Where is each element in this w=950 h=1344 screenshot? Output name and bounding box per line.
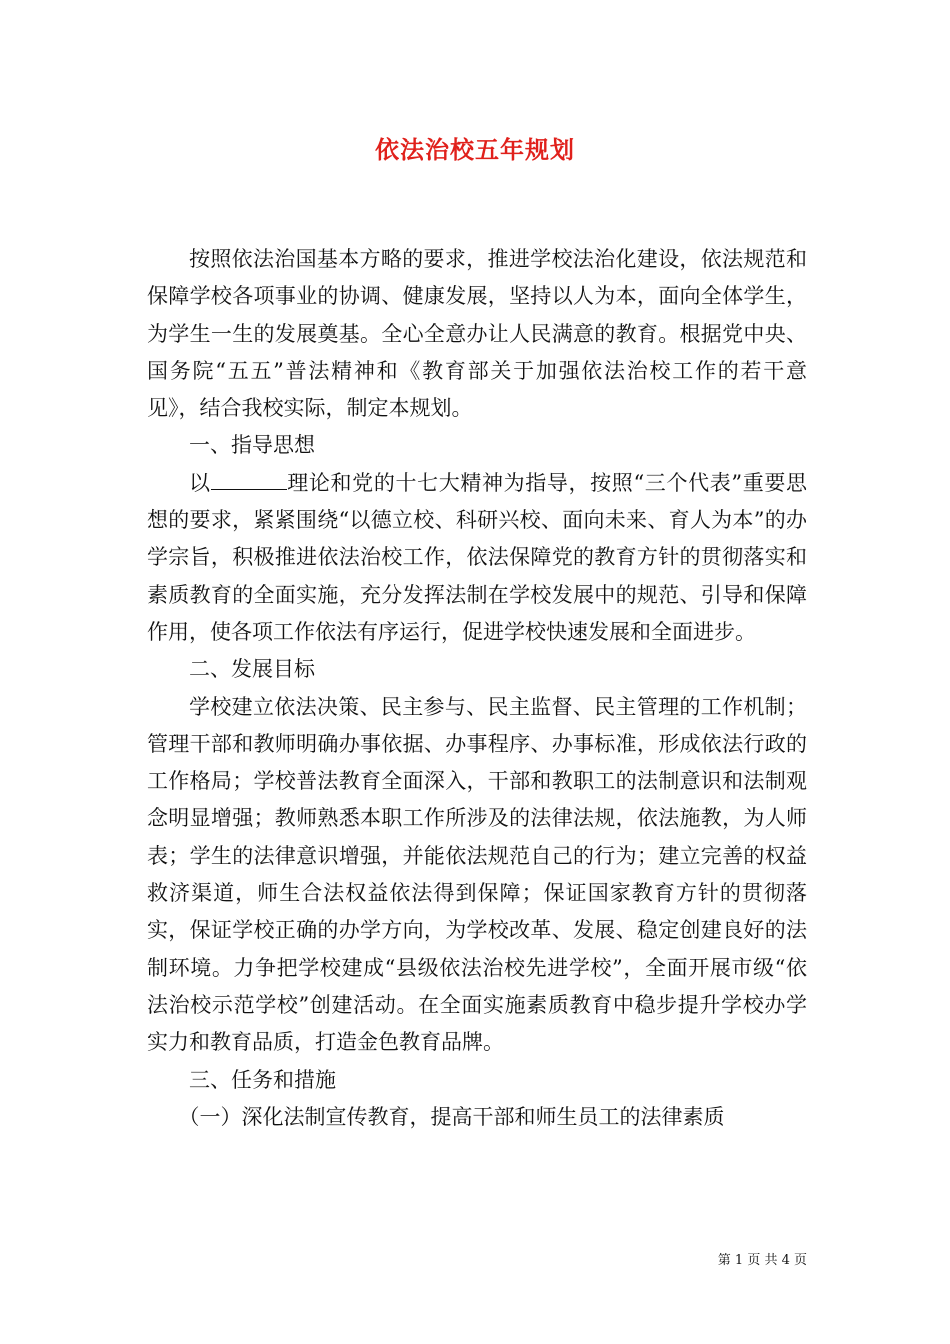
development-goals-paragraph: 学校建立依法决策、民主参与、民主监督、民主管理的工作机制；管理干部和教师明确办事依据、办事程序、办事标准，形成依法行政的工作格局；学校普法教育全面深入，干部和教职工的法制意识和法制观念明显增强；教师熟悉本职工作所涉及的法律法规，依法施教，为人师表；学生的法律意识增强，并能依法规范自己的行为；建立完善的权益救济渠道，师生合法权益依法得到保障；保证国家教育方针的贯彻落实，保证学校正确的办学方向，为学校改革、发展、稳定创建良好的法制环境。力争把学校建成“县级依法治校先进学校”，全面开展市级“依法治校示范学校”创建活动。在全面实施素质教育中稳步提升学校办学实力和教育品质，打造金色教育品牌。 [147,694,807,1055]
guiding-ideology-lead: 以 [189,470,211,495]
section-heading-tasks-measures: 三、任务和措施 [189,1067,336,1092]
section-heading-guiding-ideology: 一、指导思想 [189,433,315,458]
section-heading-development-goals: 二、发展目标 [189,657,315,682]
intro-paragraph: 按照依法治国基本方略的要求，推进学校法治化建设，依法规范和保障学校各项事业的协调、健康发展，坚持以人为本，面向全体学生，为学生一生的发展奠基。全心全意办让人民满意的教育。根据党中央、国务院“五五”普法精神和《教育部关于加强依法治校工作的若干意见》，结合我校实际，制定本规划。 [147,247,807,421]
guiding-ideology-text: 理论和党的十七大精神为指导，按照“三个代表”重要思想的要求，紧紧围绕“以德立校、科研兴校、面向未来、育人为本”的办学宗旨，积极推进依法治校工作，依法保障党的教育方针的贯彻落实和素质教育的全面实施，充分发挥法制在学校发展中的规范、引导和保障作用，使各项工作依法有序运行，促进学校快速发展和全面进步。 [147,470,807,644]
document-title: 依法治校五年规划 [375,135,575,164]
page-number-footer: 第 1 页 共 4 页 [717,1253,807,1268]
subsection-heading-legal-education: （一）深化法制宣传教育，提高干部和师生员工的法律素质 [178,1104,725,1129]
guiding-ideology-paragraph [147,465,807,651]
fill-in-blank [211,471,287,490]
document-body [147,241,807,1136]
